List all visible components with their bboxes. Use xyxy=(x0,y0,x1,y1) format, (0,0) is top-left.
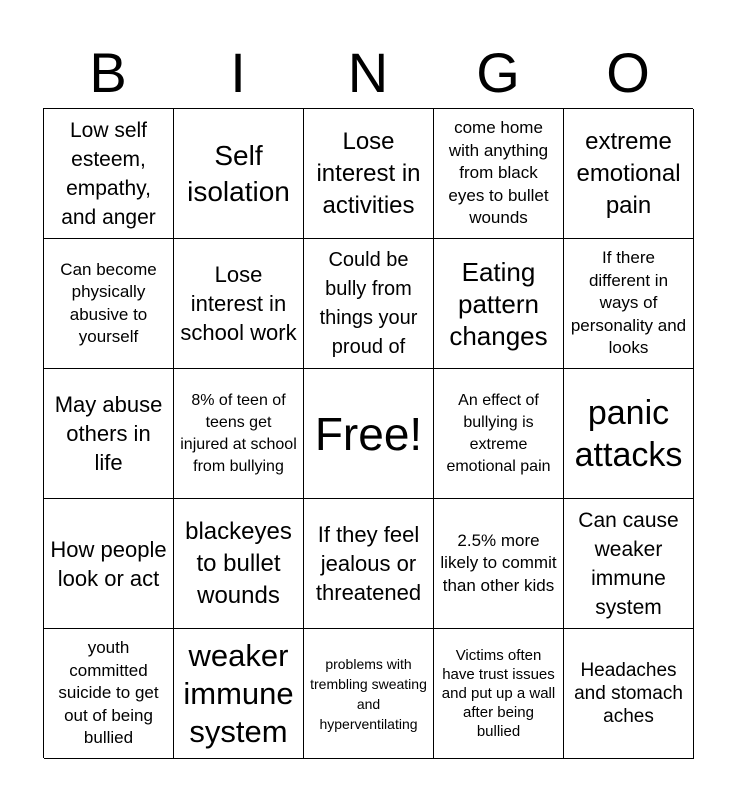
cell-text: Could be bully from things your proud of xyxy=(319,248,418,358)
cell-text: Can cause weaker immune system xyxy=(578,508,679,619)
bingo-cell-r5-c5[interactable] xyxy=(564,629,694,759)
bingo-cell-r2-c5[interactable] xyxy=(564,239,694,369)
bingo-cell-r2-c2[interactable] xyxy=(174,239,304,369)
header-letter-g: G xyxy=(476,41,520,104)
bingo-cell-r5-c4[interactable] xyxy=(434,629,564,759)
cell-text: extreme emotional pain xyxy=(576,127,681,219)
bingo-cell-r4-c2[interactable] xyxy=(174,499,304,629)
cell-text: Victims often have trust issues and put up a wall after being bullied xyxy=(441,647,556,740)
bingo-cell-r1-c3[interactable] xyxy=(304,109,434,239)
header-letter-o: O xyxy=(606,41,650,104)
header-letter-n: N xyxy=(347,41,389,104)
bingo-header xyxy=(43,40,693,106)
bingo-card xyxy=(43,108,693,758)
cell-text: May abuse others in life xyxy=(54,392,163,475)
bingo-cell-r1-c4[interactable] xyxy=(434,109,564,239)
bingo-cell-r4-c5[interactable] xyxy=(564,499,694,629)
bingo-cell-r3-c4[interactable] xyxy=(434,369,564,499)
bingo-cell-r3-c5[interactable] xyxy=(564,369,694,499)
free-space-text: Free! xyxy=(314,407,423,460)
bingo-cell-r4-c3[interactable] xyxy=(304,499,434,629)
cell-text: How people look or act xyxy=(50,536,167,591)
cell-text: weaker immune system xyxy=(183,637,294,749)
cell-text: youth committed suicide to get out of being bullied xyxy=(58,638,159,748)
header-letter-i: I xyxy=(230,41,246,104)
bingo-cell-r3-c1[interactable] xyxy=(44,369,174,499)
header-letter-b: B xyxy=(89,41,127,104)
cell-text: An effect of bullying is extreme emotional pain xyxy=(446,391,551,475)
cell-text: come home with anything from black eyes to bullet wounds xyxy=(448,118,549,228)
cell-text: Eating pattern changes xyxy=(449,256,548,351)
bingo-cell-r3-c2[interactable] xyxy=(174,369,304,499)
bingo-cell-r2-c3[interactable] xyxy=(304,239,434,369)
cell-text: blackeyes to bullet wounds xyxy=(185,517,292,609)
cell-text: 8% of teen of teens get injured at school from bullying xyxy=(180,391,297,475)
bingo-cell-r2-c1[interactable] xyxy=(44,239,174,369)
bingo-cell-r1-c2[interactable] xyxy=(174,109,304,239)
cell-text: 2.5% more likely to commit than other kids xyxy=(440,530,557,595)
cell-text: problems with trembling sweating and hyperventilating xyxy=(310,655,427,732)
cell-text: Headaches and stomach aches xyxy=(574,660,683,727)
bingo-cell-r4-c4[interactable] xyxy=(434,499,564,629)
bingo-cell-r2-c4[interactable] xyxy=(434,239,564,369)
cell-text: Lose interest in activities xyxy=(316,127,421,219)
cell-text: If they feel jealous or threatened xyxy=(315,522,422,605)
cell-text: Self isolation xyxy=(187,139,290,207)
cell-text: Can become physically abusive to yourself xyxy=(60,259,157,346)
bingo-cell-r5-c1[interactable] xyxy=(44,629,174,759)
cell-text: Low self esteem, empathy, and anger xyxy=(61,118,156,229)
cell-text: Lose interest in school work xyxy=(180,262,297,345)
bingo-cell-free[interactable] xyxy=(304,369,434,499)
bingo-cell-r1-c5[interactable] xyxy=(564,109,694,239)
bingo-cell-r5-c2[interactable] xyxy=(174,629,304,759)
cell-text: panic attacks xyxy=(574,393,683,474)
bingo-cell-r5-c3[interactable] xyxy=(304,629,434,759)
bingo-cell-r1-c1[interactable] xyxy=(44,109,174,239)
cell-text: If there different in ways of personality and looks xyxy=(570,248,687,358)
bingo-cell-r4-c1[interactable] xyxy=(44,499,174,629)
